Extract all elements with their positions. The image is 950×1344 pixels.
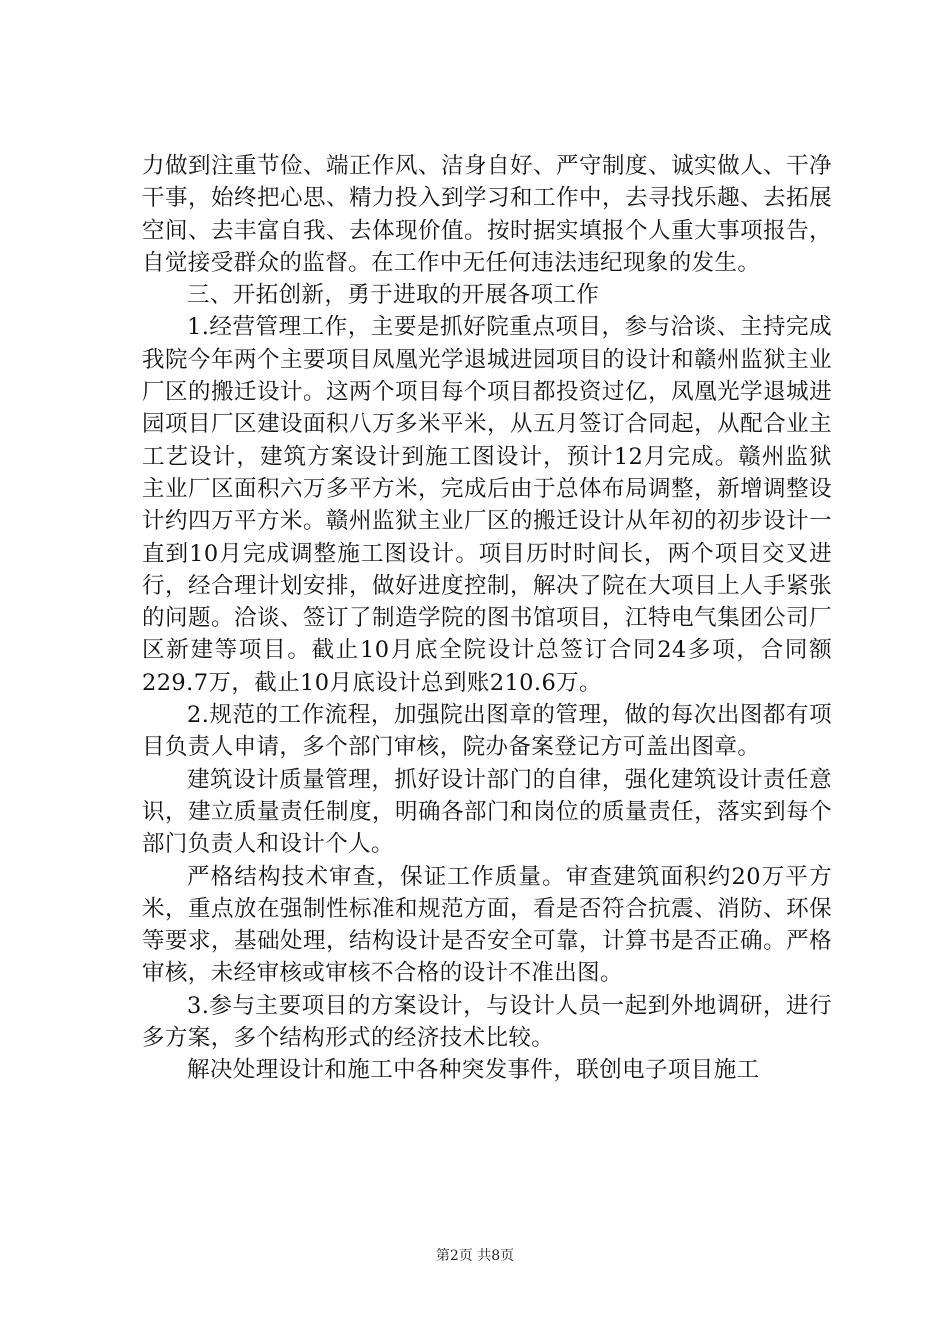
paragraph-quality-management: 建筑设计质量管理，抓好设计部门的自律，强化建筑设计责任意识，建立质量责任制度，明确各部门和岗位的质量责任，落实到每个部门负责人和设计个人。 — [142, 766, 832, 858]
document-body — [142, 150, 832, 1087]
paragraph-structure-review: 严格结构技术审查，保证工作质量。审查建筑面积约20万平方米，重点放在强制性标准和规范方面，看是否符合抗震、消防、环保等要求，基础处理，结构设计是否安全可靠，计算书是否正确。严格审核，未经审核或审核不合格的设计不准出图。 — [142, 863, 832, 987]
section-heading: 三、开拓创新，勇于进取的开展各项工作 — [187, 282, 600, 309]
paragraph-continuation: 力做到注重节俭、端正作风、洁身自好、严守制度、诚实做人、干净干事，始终把心思、精力投入到学习和工作中，去寻找乐趣、去拓展空间、去丰富自我、去体现价值。按时据实填报个人重大事项报告，自觉接受群众的监督。在工作中无任何违法违纪现象的发生。 — [142, 153, 832, 276]
page-number-footer: 第2页 共8页 — [435, 1248, 515, 1264]
paragraph-item-2: 2.规范的工作流程，加强院出图章的管理，做的每次出图都有项目负责人申请，多个部门审核，院办备案登记方可盖出图章。 — [142, 702, 832, 761]
paragraph-item-1: 1.经营管理工作，主要是抓好院重点项目，参与洽谈、主持完成我院今年两个主要项目凤凰光学退城进园项目的设计和赣州监狱主业厂区的搬迁设计。这两个项目每个项目都投资过亿，凤凰光学退城进园项目厂区建设面积八万多米平米，从五月签订合同起，从配合业主工艺设计，建筑方案设计到施工图设计，预计12月完成。赣州监狱主业厂区面积六万多平方米，完成后由于总体布局调整，新增调整设计约四万平方米。赣州监狱主业厂区的搬迁设计从年初的初步设计一直到10月完成调整施工图设计。项目历时时间长，两个项目交叉进行，经合理计划安排，做好进度控制，解决了院在大项目上人手紧张的问题。洽谈、签订了制造学院的图书馆项目，江特电气集团公司厂区新建等项目。截止10月底全院设计总签订合同24多项，合同额229.7万，截止10月底设计总到账210.6万。 — [142, 314, 832, 696]
paragraph-item-3: 3.参与主要项目的方案设计，与设计人员一起到外地调研，进行多方案，多个结构形式的经济技术比较。 — [142, 992, 832, 1052]
paragraph-emergency-handling: 解决处理设计和施工中各种突发事件，联创电子项目施工 — [187, 1057, 760, 1084]
